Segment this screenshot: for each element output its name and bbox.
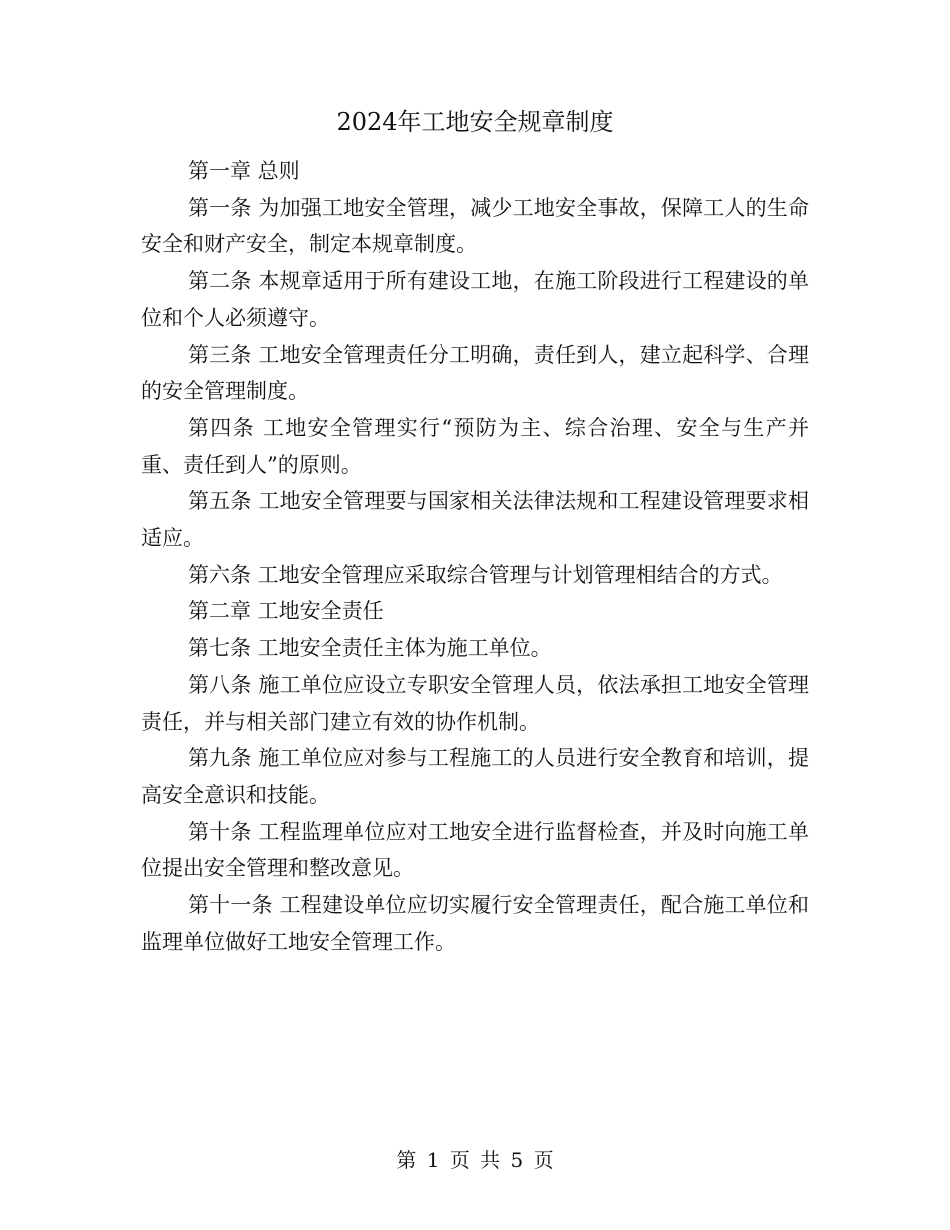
page-number-footer: 第 1 页 共 5 页 bbox=[396, 1148, 554, 1172]
article-paragraph: 第九条 施工单位应对参与工程施工的人员进行安全教育和培训，提高安全意识和技能。 bbox=[141, 746, 809, 807]
chapter-heading: 第二章 工地安全责任 bbox=[188, 599, 384, 624]
document-title: 2024年工地安全规章制度 bbox=[336, 108, 614, 136]
article-paragraph: 第八条 施工单位应设立专职安全管理人员，依法承担工地安全管理责任，并与相关部门建立有效的协作机制。 bbox=[141, 672, 809, 734]
article-paragraph: 第六条 工地安全管理应采取综合管理与计划管理相结合的方式。 bbox=[188, 562, 783, 587]
article-paragraph: 第二条 本规章适用于所有建设工地，在施工阶段进行工程建设的单位和个人必须遵守。 bbox=[141, 269, 809, 330]
article-paragraph: 第五条 工地安全管理要与国家相关法律法规和工程建设管理要求相适应。 bbox=[141, 489, 809, 551]
article-paragraph: 第一条 为加强工地安全管理，减少工地安全事故，保障工人的生命安全和财产安全，制定本规章制度。 bbox=[141, 195, 809, 257]
article-paragraph: 第十一条 工程建设单位应切实履行安全管理责任，配合施工单位和监理单位做好工地安全管理工作。 bbox=[141, 893, 809, 954]
chapter-heading: 第一章 总则 bbox=[188, 159, 300, 183]
article-paragraph: 第七条 工地安全责任主体为施工单位。 bbox=[188, 636, 552, 661]
article-paragraph: 第四条 工地安全管理实行“预防为主、综合治理、安全与生产并重、责任到人”的原则。 bbox=[141, 415, 809, 477]
article-paragraph: 第三条 工地安全管理责任分工明确，责任到人，建立起科学、合理的安全管理制度。 bbox=[141, 342, 809, 404]
article-paragraph: 第十条 工程监理单位应对工地安全进行监督检查，并及时向施工单位提出安全管理和整改意见。 bbox=[141, 819, 809, 881]
document-body bbox=[141, 153, 809, 960]
